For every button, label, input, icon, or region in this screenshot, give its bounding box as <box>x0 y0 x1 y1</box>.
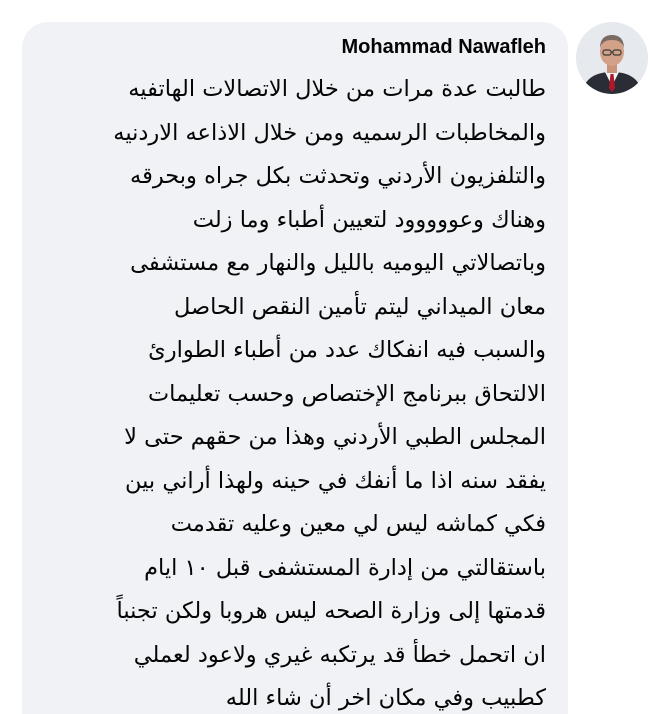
comment-line: معان الميداني ليتم تأمين النقص الحاصل <box>174 293 546 320</box>
comment-author[interactable]: Mohammad Nawafleh <box>341 36 546 58</box>
comment-line: قدمتها إلى وزارة الصحه ليس هروبا ولكن تجنباً <box>116 598 546 624</box>
comment-text <box>26 68 546 714</box>
comment-line: المجلس الطبي الأردني وهذا من حقهم حتى لا <box>124 424 546 450</box>
person-avatar-icon <box>576 22 648 94</box>
comment-line: فكي كماشه ليس لي معين وعليه تقدمت <box>170 511 546 537</box>
comment-line: باستقالتي من إدارة المستشفى قبل ١٠ ايام <box>144 554 546 581</box>
comment-line: والمخاطبات الرسميه ومن خلال الاذاعه الاردنيه <box>113 119 546 146</box>
avatar[interactable] <box>576 22 648 94</box>
comment-line: ان اتحمل خطأ قد يرتكبه غيري ولاعود لعملي <box>133 641 546 668</box>
comment-line: وباتصالاتي اليوميه بالليل والنهار مع مستشفى <box>130 250 546 276</box>
comment-line: طالبت عدة مرات من خلال الاتصالات الهاتفيه <box>128 76 546 102</box>
comment-bubble <box>22 22 568 714</box>
comment-line: يفقد سنه اذا ما أنفك في حينه ولهذا أراني بين <box>125 467 546 494</box>
comment-line: كطبيب وفي مكان اخر أن شاء الله <box>225 685 546 711</box>
comment-line: وهناك وعووووود لتعيين أطباء وما زلت <box>192 206 546 233</box>
comment-line: والسبب فيه انفكاك عدد من أطباء الطوارئ <box>148 337 546 363</box>
comment-line: الالتحاق ببرنامج الإختصاص وحسب تعليمات <box>147 380 546 407</box>
comment-line: والتلفزيون الأردني وتحدثت بكل جراه وبحرقه <box>130 163 546 189</box>
